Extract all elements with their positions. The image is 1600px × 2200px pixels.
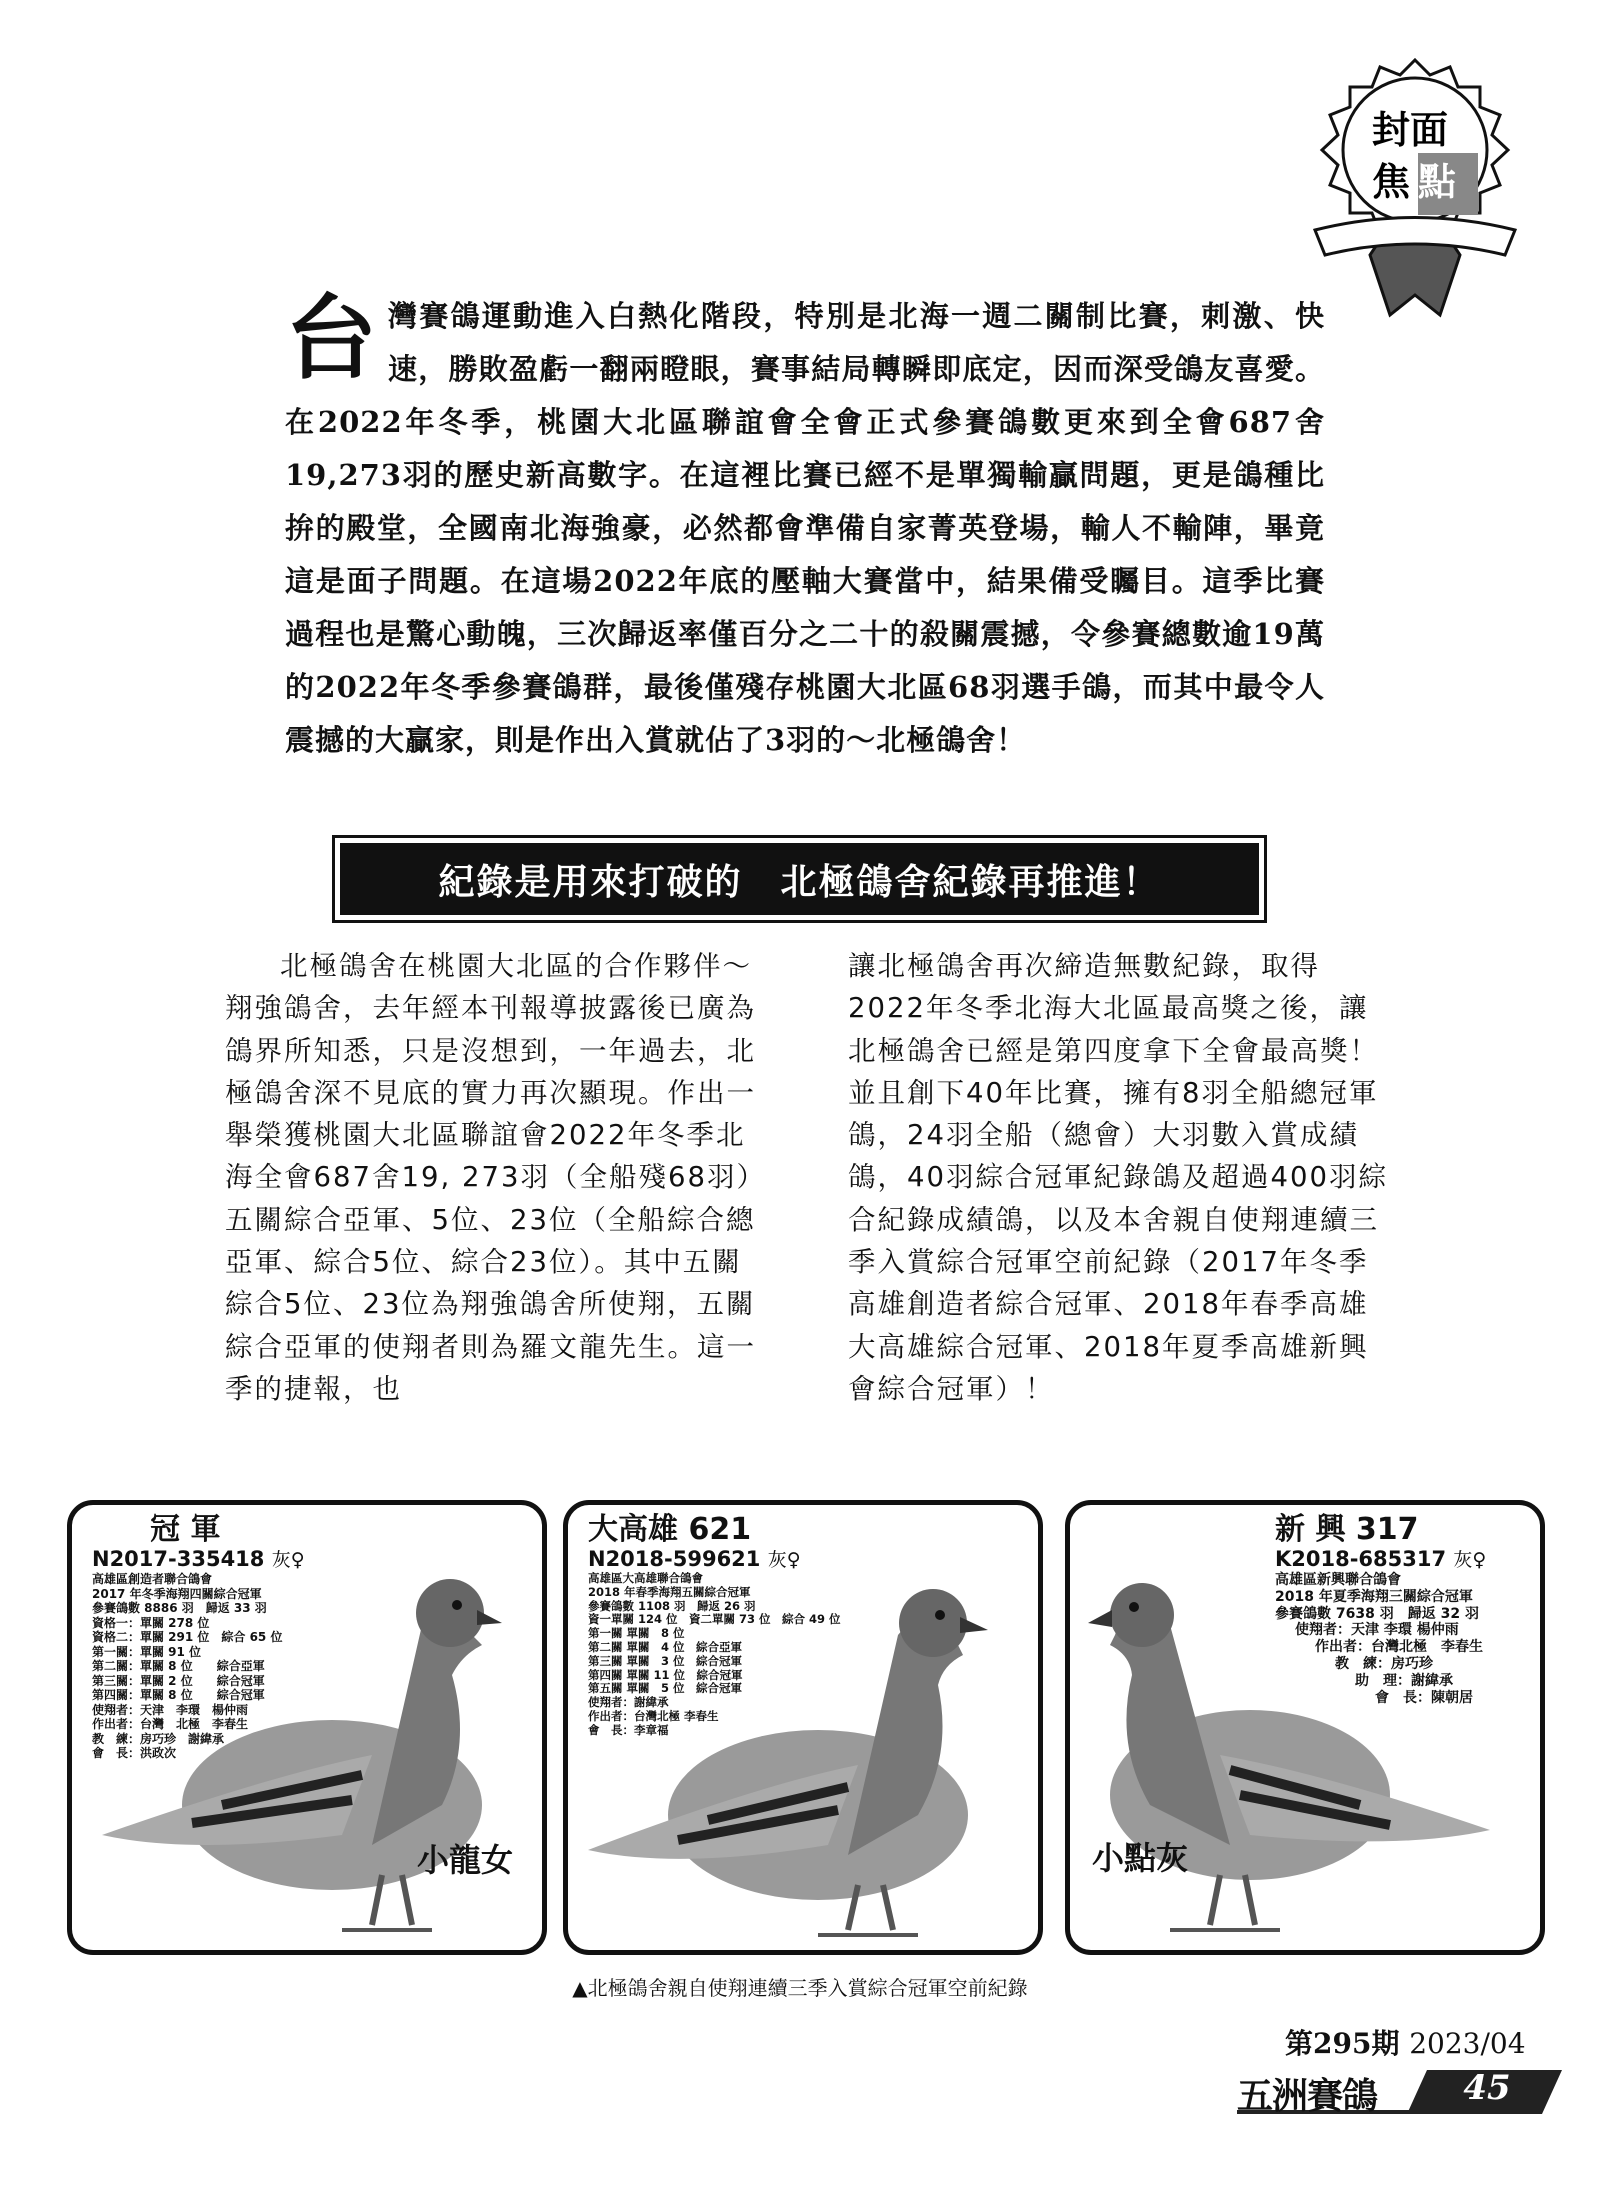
record-line: 第四關：單關 8 位 綜合冠軍 xyxy=(92,1688,265,1702)
record-line: 第五關 單關 5 位 綜合冠軍 xyxy=(588,1681,743,1696)
intro-paragraph xyxy=(285,284,1325,767)
photo-caption: ▲北極鴿舍親自使翔連續三季入賞綜合冠軍空前紀錄 xyxy=(572,1976,1028,2000)
record-line: 參賽鴿數 1108 羽 歸返 26 羽 xyxy=(588,1598,756,1613)
record-line: 第三關：單關 2 位 綜合冠軍 xyxy=(92,1673,265,1688)
record-line: 會 長：陳朝居 xyxy=(1375,1689,1473,1706)
record-line: 資格二：單關 291 位 綜合 65 位 xyxy=(92,1630,283,1644)
issue-date: 2023/04 xyxy=(1409,2027,1526,2060)
record-line: 資一單關 124 位 資二單關 73 位 綜合 49 位 xyxy=(588,1612,841,1627)
banner-title: 紀錄是用來打破的 北極鴿舍紀錄再推進！ xyxy=(340,843,1259,915)
record-line: 第二關 單關 4 位 綜合亞軍 xyxy=(588,1639,743,1654)
record-line: 高雄區創造者聯合鴿會 xyxy=(92,1572,213,1586)
record-line: 高雄區新興聯合鴿會 xyxy=(1275,1572,1401,1588)
ring-number: K2018-685317 xyxy=(1275,1547,1447,1571)
record-line: 第一關 單關 8 位 xyxy=(588,1626,685,1641)
record-line: 第二關：單關 8 位 綜合亞軍 xyxy=(92,1659,265,1673)
record-line: 參賽鴿數 8886 羽 歸返 33 羽 xyxy=(92,1601,267,1615)
brand-logo-text: 五洲賽鴿 xyxy=(1237,2076,1378,2117)
issue-info xyxy=(1285,2022,1526,2062)
card-title: 大高雄 621 xyxy=(588,1512,752,1547)
record-line: 高雄區大高雄聯合鴿會 xyxy=(588,1571,703,1585)
pigeon-card-3 xyxy=(1065,1500,1545,1955)
record-line: 會 長：李章福 xyxy=(588,1722,669,1737)
record-line: 資格一：單關 278 位 xyxy=(92,1615,210,1630)
pigeon-name: 小點灰 xyxy=(1092,1839,1189,1877)
record-line: 會 長：洪政次 xyxy=(92,1746,177,1760)
record-line: 使翔者：天津 李環 楊仲雨 xyxy=(92,1702,249,1717)
section-banner xyxy=(332,835,1267,923)
record-line: 2017 年冬季海翔四關綜合冠軍 xyxy=(92,1586,262,1601)
record-line: 作出者：台灣北極 李春生 xyxy=(588,1708,719,1723)
record-line: 使翔者：天津 李環 楊仲雨 xyxy=(1295,1622,1459,1639)
record-line: 教 練：房巧珍 謝緯承 xyxy=(92,1731,225,1746)
record-line: 第四關 單關 11 位 綜合冠軍 xyxy=(588,1667,743,1682)
sex-label: 灰♀ xyxy=(767,1549,801,1571)
pigeon-card-1 xyxy=(67,1500,547,1955)
record-line: 作出者：台灣北極 李春生 xyxy=(1315,1639,1483,1656)
ring-number: N2017-335418 xyxy=(92,1547,265,1571)
record-line: 參賽鴿數 7638 羽 歸返 32 羽 xyxy=(1275,1605,1479,1622)
cover-focus-badge xyxy=(1310,55,1520,325)
ring-number: N2018-599621 xyxy=(588,1547,761,1571)
body-column-right: 讓北極鴿舍再次締造無數紀錄，取得2022年冬季北海大北區最高獎之後，讓北極鴿舍已經是第四度拿下全會最高獎！並且創下40年比賽，擁有8羽全船總冠軍鴿，24羽全船（總會）大羽數入賞成績鴿，40羽綜合冠軍紀錄鴿及超過400羽綜合紀錄成績鴿，以及本舍親自使翔連續三季入賞綜合冠軍空前紀錄（2017年冬季高雄創造者綜合冠軍、2018年春季高雄大高雄綜合冠軍、2018年夏季高雄新興會綜合冠軍）！ xyxy=(848,950,1388,1405)
record-line: 助 理：謝緯承 xyxy=(1355,1672,1453,1689)
page-number: 45 xyxy=(1463,2068,1511,2108)
pigeon-card-2 xyxy=(563,1500,1043,1955)
card-title: 新 興 317 xyxy=(1275,1512,1419,1547)
intro-text: 灣賽鴿運動進入白熱化階段，特別是北海一週二關制比賽，刺激、快速，勝敗盈虧一翻兩瞪眼，賽事結局轉瞬即底定，因而深受鴿友喜愛。在2022年冬季，桃園大北區聯誼會全會正式參賽鴿數更來到全會687舍19,273羽的歷史新高數字。在這裡比賽已經不是單獨輸贏問題，更是鴿種比拚的殿堂，全國南北海強豪，必然都會準備自家菁英登場，輸人不輸陣，畢竟這是面子問題。在這場2022年底的壓軸大賽當中，結果備受矚目。這季比賽過程也是驚心動魄，三次歸返率僅百分之二十的殺關震撼，令參賽總數逾19萬的2022年冬季參賽鴿群，最後僅殘存桃園大北區68羽選手鴿，而其中最令人震撼的大贏家，則是作出入賞就佔了3羽的～北極鴿舍！ xyxy=(285,299,1325,757)
badge-line2a: 焦 xyxy=(1372,159,1411,204)
issue-number: 第295期 xyxy=(1285,2027,1400,2060)
sex-label: 灰♀ xyxy=(271,1549,305,1571)
drop-cap: 台 xyxy=(285,284,379,392)
record-line: 2018 年春季海翔五關綜合冠軍 xyxy=(588,1584,751,1599)
record-line: 教 練：房巧珍 xyxy=(1335,1655,1433,1672)
body-column-left: 北極鴿舍在桃園大北區的合作夥伴～翔強鴿舍，去年經本刊報導披露後已廣為鴿界所知悉，只是沒想到，一年過去，北極鴿舍深不見底的實力再次顯現。作出一舉榮獲桃園大北區聯誼會2022年冬季北海全會687舍19, 273羽（全船殘68羽）五關綜合亞軍、5位、23位（全船綜合總亞軍、綜合5位、綜合23位）。其中五關綜合5位、23位為翔強鴿舍所使翔，五關綜合亞軍的使翔者則為羅文龍先生。這一季的捷報，也 xyxy=(225,950,756,1405)
pigeon-name: 小龍女 xyxy=(417,1841,514,1879)
sex-label: 灰♀ xyxy=(1453,1549,1487,1571)
record-line: 使翔者：謝緯承 xyxy=(588,1695,669,1710)
record-line: 2018 年夏季海翔三關綜合冠軍 xyxy=(1275,1588,1473,1605)
record-line: 作出者：台灣 北極 李春生 xyxy=(92,1717,249,1731)
badge-line2b: 點 xyxy=(1418,159,1457,204)
record-line: 第三關 單關 3 位 綜合冠軍 xyxy=(588,1653,743,1668)
record-line: 第一關：單關 91 位 xyxy=(92,1644,202,1659)
card-title: 冠 軍 xyxy=(150,1512,221,1547)
badge-line1: 封面 xyxy=(1372,107,1449,152)
